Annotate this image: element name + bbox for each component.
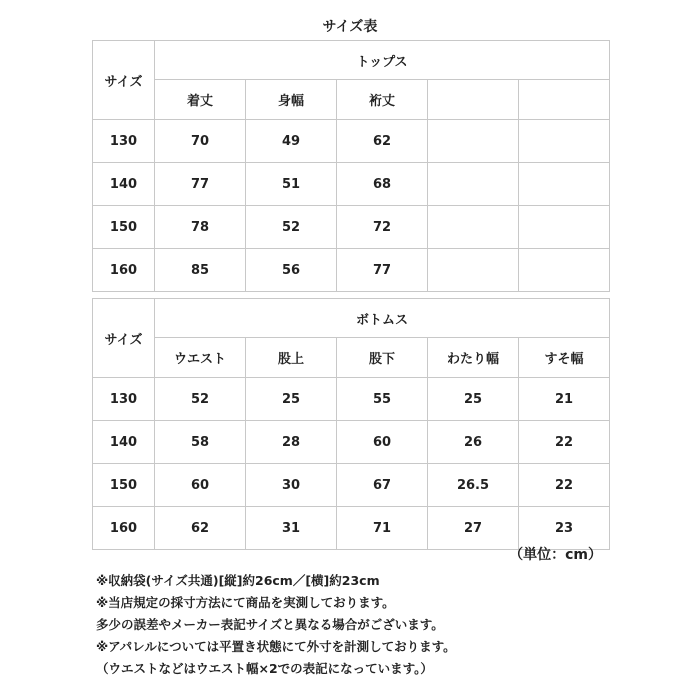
tops-column-header: [428, 80, 519, 120]
notes-block: [96, 570, 696, 680]
size-cell: 130: [93, 120, 155, 163]
value-cell: [519, 163, 610, 206]
size-cell: 160: [93, 507, 155, 550]
bottoms-column-header: わたり幅: [428, 338, 519, 378]
value-cell: [428, 206, 519, 249]
bottoms-column-header: ウエスト: [155, 338, 246, 378]
size-cell: 160: [93, 249, 155, 292]
bottoms-section-header: ボトムス: [155, 299, 610, 338]
size-cell: 140: [93, 163, 155, 206]
unit-label: （単位：cm）: [509, 547, 602, 563]
value-cell: 62: [337, 120, 428, 163]
table-row: [93, 421, 610, 464]
size-cell: 150: [93, 464, 155, 507]
value-cell: 52: [155, 378, 246, 421]
note-line: （ウエストなどはウエスト幅×2での表記になっています。）: [96, 661, 433, 676]
value-cell: 31: [246, 507, 337, 550]
tops-column-header: 身幅: [246, 80, 337, 120]
value-cell: 77: [155, 163, 246, 206]
value-cell: 68: [337, 163, 428, 206]
table-row: [93, 378, 610, 421]
value-cell: 60: [337, 421, 428, 464]
table-row: [93, 120, 610, 163]
tops-size-header: サイズ: [93, 41, 155, 120]
size-cell: 140: [93, 421, 155, 464]
value-cell: 22: [519, 464, 610, 507]
bottoms-column-header: 股上: [246, 338, 337, 378]
value-cell: 85: [155, 249, 246, 292]
value-cell: 55: [337, 378, 428, 421]
value-cell: 70: [155, 120, 246, 163]
bottoms-column-header: 股下: [337, 338, 428, 378]
bottoms-column-header: すそ幅: [519, 338, 610, 378]
value-cell: 27: [428, 507, 519, 550]
note-line: ※当店規定の採寸方法にて商品を実測しております。: [96, 595, 395, 610]
page-title: サイズ表: [322, 19, 378, 35]
value-cell: 58: [155, 421, 246, 464]
bottoms-size-header: サイズ: [93, 299, 155, 378]
size-cell: 150: [93, 206, 155, 249]
value-cell: 67: [337, 464, 428, 507]
value-cell: 28: [246, 421, 337, 464]
value-cell: 71: [337, 507, 428, 550]
value-cell: [428, 120, 519, 163]
table-row: [93, 464, 610, 507]
tops-column-header: 着丈: [155, 80, 246, 120]
bottoms-size-table: [92, 298, 610, 550]
value-cell: [519, 206, 610, 249]
tops-column-header: 裄丈: [337, 80, 428, 120]
value-cell: 30: [246, 464, 337, 507]
value-cell: 21: [519, 378, 610, 421]
value-cell: 60: [155, 464, 246, 507]
value-cell: 25: [428, 378, 519, 421]
tops-size-table: [92, 40, 610, 292]
value-cell: 51: [246, 163, 337, 206]
value-cell: [519, 249, 610, 292]
value-cell: [519, 120, 610, 163]
value-cell: 77: [337, 249, 428, 292]
table-row: [93, 249, 610, 292]
value-cell: 22: [519, 421, 610, 464]
value-cell: 62: [155, 507, 246, 550]
value-cell: [428, 163, 519, 206]
tops-column-header: [519, 80, 610, 120]
value-cell: 25: [246, 378, 337, 421]
note-line: ※収納袋(サイズ共通)[縦]約26cm／[横]約23cm: [96, 573, 380, 588]
table-row: [93, 163, 610, 206]
value-cell: 72: [337, 206, 428, 249]
value-cell: 49: [246, 120, 337, 163]
table-row: [93, 206, 610, 249]
value-cell: [428, 249, 519, 292]
value-cell: 56: [246, 249, 337, 292]
value-cell: 23: [519, 507, 610, 550]
note-line: 多少の誤差やメーカー表記サイズと異なる場合がございます。: [96, 617, 444, 632]
value-cell: 26: [428, 421, 519, 464]
note-line: ※アパレルについては平置き状態にて外寸を計測しております。: [96, 639, 456, 654]
value-cell: 52: [246, 206, 337, 249]
size-cell: 130: [93, 378, 155, 421]
value-cell: 26.5: [428, 464, 519, 507]
value-cell: 78: [155, 206, 246, 249]
tops-section-header: トップス: [155, 41, 610, 80]
